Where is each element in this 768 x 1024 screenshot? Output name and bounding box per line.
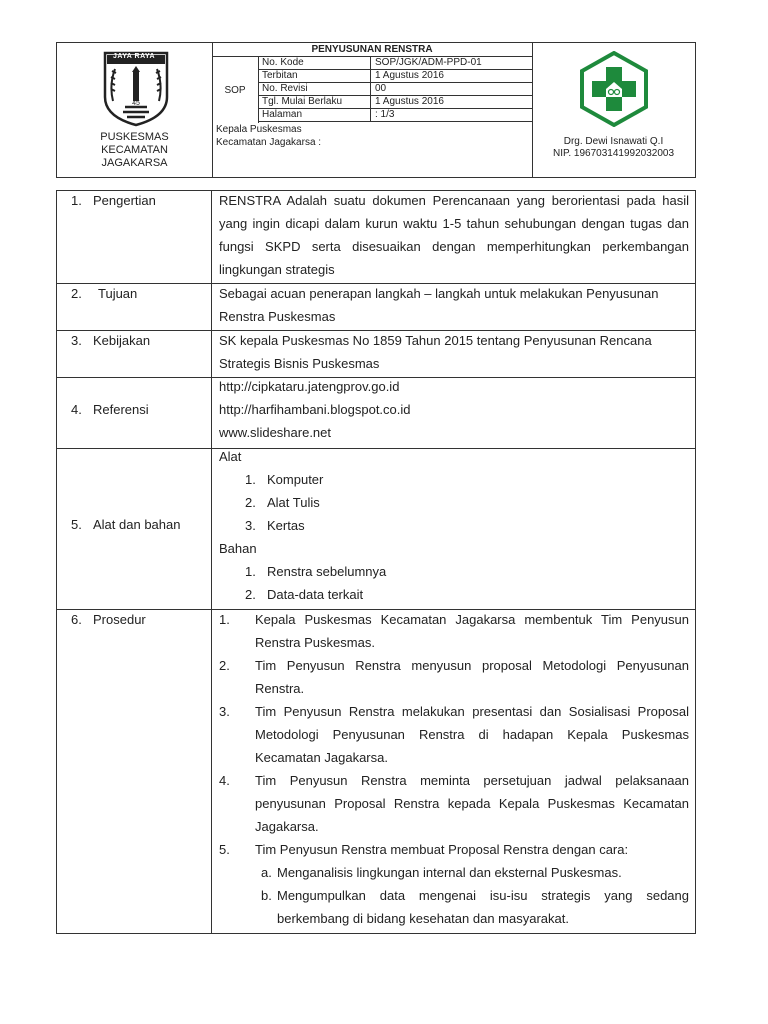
section-kebijakan: 3. Kebijakan SK kepala Puskesmas No 1859 Tahun 2015 tentang Penyusunan Rencana Strategis Bisnis Puskesmas	[57, 331, 695, 378]
procedure-step: 1. Kepala Puskesmas Kecamatan Jagakarsa membentuk Tim Penyusun Renstra Puskesmas.	[219, 612, 689, 650]
procedure-substep: a. Menganalisis lingkungan internal dan eksternal Puskesmas.	[261, 865, 622, 880]
list-item: 2. Alat Tulis	[245, 495, 320, 510]
sop-body-table	[56, 190, 696, 934]
tools-materials-list	[219, 445, 689, 606]
reference-list	[219, 375, 689, 444]
list-item: 2. Data-data terkait	[245, 587, 364, 602]
reference-link[interactable]: http://cipkataru.jatengprov.go.id	[219, 379, 400, 394]
section-text: Sebagai acuan penerapan langkah – langkah untuk melakukan Penyusunan Renstra Puskesmas	[219, 286, 659, 324]
sop-header	[56, 42, 696, 178]
section-label: Pengertian	[93, 193, 156, 208]
procedure-step: 2. Tim Penyusun Renstra menyusun proposal Metodologi Penyusunan Renstra.	[219, 658, 689, 696]
section-tujuan: 2. Tujuan Sebagai acuan penerapan langkah – langkah untuk melakukan Penyusunan Renstra Puskesmas	[57, 284, 695, 331]
section-text: RENSTRA Adalah suatu dokumen Perencanaan yang berorientasi pada hasil yang ingin dicapi dalam kurun waktu 1-5 tahun sehubungan dengan tugas dan fungsi SKPD serta disesuaikan dengan memperhitungkan perkembangan lingkungan strategis	[219, 193, 689, 277]
list-item: 1. Komputer	[245, 472, 324, 487]
sop-fields	[212, 56, 532, 120]
field-row: Tgl. Mulai Berlaku 1 Agustus 2016	[258, 96, 532, 109]
reference-link[interactable]: http://harfihambani.blogspot.co.id	[219, 402, 411, 417]
section-text: SK kepala Puskesmas No 1859 Tahun 2015 tentang Penyusunan Rencana Strategis Bisnis Puskesmas	[219, 333, 652, 371]
list-item: 3. Kertas	[245, 518, 305, 533]
jakarta-crest-icon	[101, 49, 171, 127]
section-label: Alat dan bahan	[93, 517, 181, 532]
section-pengertian: 1. Pengertian RENSTRA Adalah suatu dokumen Perencanaan yang berorientasi pada hasil yang ingin dicapi dalam kurun waktu 1-5 tahun sehubungan dengan tugas dan fungsi SKPD serta disesuaikan dengan memperhitungkan perkembangan lingkungan strategis	[57, 191, 695, 284]
section-label: Referensi	[93, 402, 149, 417]
procedure-list	[219, 608, 689, 930]
field-row: Halaman : 1/3	[258, 109, 532, 122]
procedure-step: 5. Tim Penyusun Renstra membuat Proposal Renstra dengan cara:	[219, 842, 629, 857]
sop-info-cell	[212, 43, 533, 177]
bahan-heading: Bahan	[219, 541, 257, 556]
procedure-step: 3. Tim Penyusun Renstra melakukan presentasi dan Sosialisasi Proposal Metodologi Penyusunan Renstra di hadapan Kepala Puskesmas Kecamatan Jagakarsa.	[219, 704, 689, 765]
document-title: PENYUSUNAN RENSTRA	[311, 44, 433, 55]
logo-cell	[57, 43, 213, 177]
reference-link[interactable]: www.slideshare.net	[219, 425, 331, 440]
svg-text:45: 45	[132, 100, 140, 107]
section-label: Kebijakan	[93, 333, 151, 348]
organization-name: PUSKESMAS KECAMATAN JAGAKARSA	[100, 131, 169, 169]
approver-label: Kepala Puskesmas Kecamatan Jagakarsa :	[216, 124, 322, 148]
procedure-step: 4. Tim Penyusun Renstra meminta persetujuan jadwal pelaksanaan penyusunan Proposal Renstra kepada Kepala Puskesmas Kecamatan Jagakarsa.	[219, 773, 689, 834]
field-row: No. Kode SOP/JGK/ADM-PPD-01	[258, 57, 532, 70]
crest-label: JAYA RAYA	[112, 53, 156, 60]
procedure-substep: b. Mengumpulkan data mengenai isu-isu strategis yang sedang berkembang di bidang kesehatan dan masyarakat.	[261, 888, 689, 926]
field-row: No. Revisi 00	[258, 83, 532, 96]
list-item: 1. Renstra sebelumnya	[245, 564, 387, 579]
field-row: Terbitan 1 Agustus 2016	[258, 70, 532, 83]
sop-label: SOP	[212, 57, 259, 123]
signature-cell	[532, 43, 695, 177]
section-label: Tujuan	[98, 286, 138, 301]
signatory: Drg. Dewi Isnawati Q.I NIP. 196703141992032003	[552, 136, 675, 159]
section-label: Prosedur	[93, 612, 146, 627]
alat-heading: Alat	[219, 449, 242, 464]
puskesmas-emblem-icon	[576, 51, 652, 127]
section-alat-bahan: 5. Alat dan bahan Alat 1. Komputer 2. Alat Tulis 3. Kertas Bahan 1. Renstra sebelumnya 2. Data-data terkait	[57, 449, 695, 610]
section-prosedur: 6. Prosedur 1. Kepala Puskesmas Kecamatan Jagakarsa membentuk Tim Penyusun Renstra Puskesmas. 2. Tim Penyusun Renstra menyusun proposal Metodologi Penyusunan Renstra. 3. Tim Penyusun Renstra melakukan presentasi dan Sosialisasi Proposal Metodologi Penyusunan Renstra di hadapan Kepala Puskesmas Kecamatan Jagakarsa. 4. Tim Penyusun Renstra meminta persetujuan jadwal pelaksanaan penyusunan Proposal Renstra kepada Kepala Puskesmas Kecamatan Jagakarsa. 5. Tim Penyusun Renstra membuat Proposal Renstra dengan cara: a. Menganalisis lingkungan internal dan eksternal Puskesmas. b. Mengumpulkan data mengenai isu-isu strategis yang sedang berkembang di bidang kesehatan dan masyarakat.	[57, 610, 695, 933]
section-referensi: 4. Referensi http://cipkataru.jatengprov.go.id http://harfihambani.blogspot.co.id www.slideshare.net	[57, 378, 695, 449]
